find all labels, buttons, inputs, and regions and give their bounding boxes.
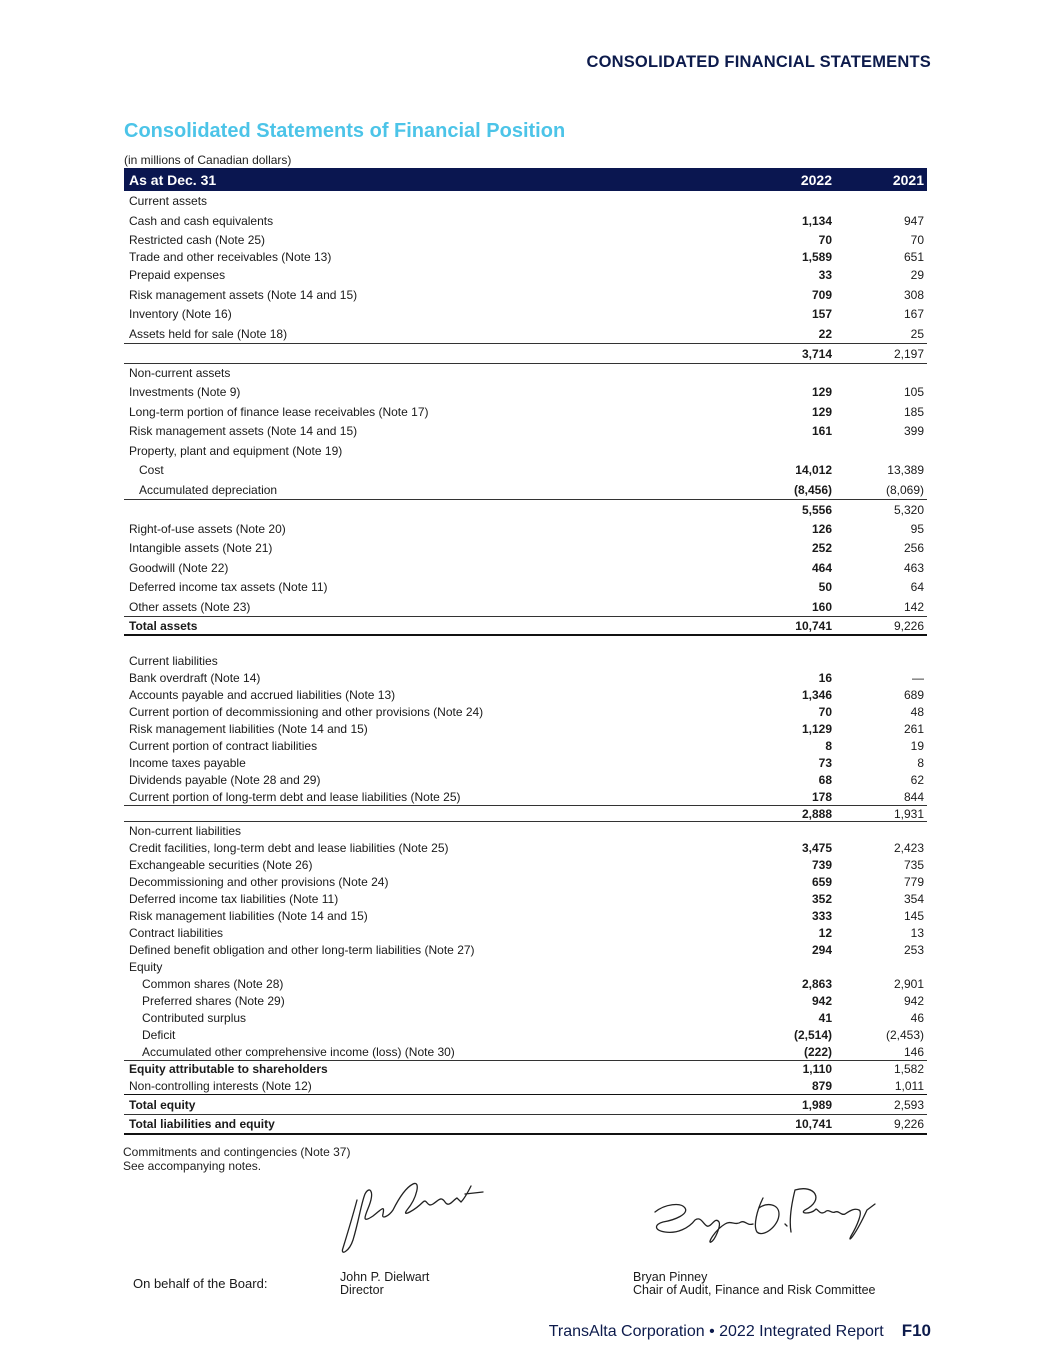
table-row bbox=[124, 265, 927, 285]
row-label: Non-controlling interests (Note 12) bbox=[129, 1078, 312, 1093]
value-2022: 50 bbox=[818, 580, 832, 594]
table-header bbox=[124, 168, 927, 191]
value-2022: 1,989 bbox=[801, 1097, 832, 1112]
row-label: Deferred income tax liabilities (Note 11) bbox=[129, 891, 339, 906]
table-body bbox=[124, 191, 927, 1135]
footnotes bbox=[123, 1145, 350, 1173]
row-label: Cost bbox=[139, 463, 164, 477]
section-header: CONSOLIDATED FINANCIAL STATEMENTS bbox=[586, 53, 931, 71]
row-label: Current liabilities bbox=[129, 653, 218, 668]
row-label: Equity attributable to shareholders bbox=[129, 1062, 328, 1076]
value-2022: 5,556 bbox=[801, 502, 832, 517]
footer-text: TransAlta Corporation • 2022 Integrated Report bbox=[548, 1323, 884, 1340]
accompanying-notes: See accompanying notes. bbox=[123, 1159, 262, 1173]
table-row bbox=[124, 856, 927, 873]
row-label: Equity bbox=[129, 959, 163, 974]
table-row bbox=[124, 771, 927, 788]
value-2022: 70 bbox=[818, 704, 832, 719]
value-2022: 1,346 bbox=[801, 687, 832, 702]
row-label: Exchangeable securities (Note 26) bbox=[129, 857, 313, 872]
value-2021: 947 bbox=[903, 213, 924, 228]
value-2021: 399 bbox=[903, 424, 924, 438]
table-row bbox=[124, 382, 927, 402]
table-row bbox=[124, 480, 927, 499]
row-label: Prepaid expenses bbox=[129, 268, 226, 282]
value-2022: 73 bbox=[818, 755, 832, 770]
value-2021: (2,453) bbox=[885, 1027, 924, 1042]
row-label: Goodwill (Note 22) bbox=[129, 560, 229, 575]
value-2022: 10,741 bbox=[795, 618, 832, 633]
row-label: Accounts payable and accrued liabilities (Note 13) bbox=[129, 687, 396, 702]
table-row bbox=[124, 285, 927, 304]
table-row bbox=[124, 941, 927, 958]
value-2021: 9,226 bbox=[893, 618, 924, 633]
value-2021: 13,389 bbox=[887, 463, 924, 477]
value-2022: 252 bbox=[811, 541, 832, 555]
table-row bbox=[124, 720, 927, 737]
row-label: Income taxes payable bbox=[129, 755, 246, 770]
table-row bbox=[124, 822, 927, 839]
table-row bbox=[124, 1043, 927, 1060]
value-2022: 178 bbox=[811, 789, 832, 804]
value-2022: 157 bbox=[811, 307, 832, 321]
table-row bbox=[124, 907, 927, 924]
value-2021: 844 bbox=[903, 789, 924, 804]
row-label: Common shares (Note 28) bbox=[142, 976, 284, 991]
value-2022: 12 bbox=[818, 925, 832, 940]
signer-dielwart bbox=[340, 1271, 429, 1297]
signer-name: John P. Dielwart bbox=[340, 1270, 430, 1284]
table-row bbox=[124, 577, 927, 597]
value-2022: 333 bbox=[811, 908, 832, 923]
table-row bbox=[124, 839, 927, 856]
table-row bbox=[124, 754, 927, 771]
table-row bbox=[124, 805, 927, 822]
row-label: Bank overdraft (Note 14) bbox=[129, 670, 261, 685]
row-label: Risk management assets (Note 14 and 15) bbox=[129, 424, 358, 438]
value-2021: 463 bbox=[903, 560, 924, 575]
value-2021: 142 bbox=[903, 599, 924, 614]
table-row bbox=[124, 975, 927, 992]
value-2021: 25 bbox=[910, 326, 924, 341]
table-row bbox=[124, 249, 927, 265]
table-row bbox=[124, 652, 927, 669]
value-2021: 2,423 bbox=[893, 840, 924, 855]
value-2021: 70 bbox=[910, 232, 924, 247]
value-2021: 19 bbox=[910, 738, 924, 753]
value-2022: 1,134 bbox=[801, 213, 832, 228]
row-label: Assets held for sale (Note 18) bbox=[129, 326, 288, 341]
row-label: Accumulated other comprehensive income (loss) (Note 30) bbox=[142, 1044, 455, 1059]
table-row bbox=[124, 1094, 927, 1115]
table-row bbox=[124, 992, 927, 1009]
page-number: F10 bbox=[901, 1321, 931, 1340]
value-2021: 735 bbox=[903, 857, 924, 872]
value-2021: 64 bbox=[910, 580, 924, 594]
value-2022: 739 bbox=[811, 857, 832, 872]
value-2022: 161 bbox=[811, 424, 832, 438]
row-label: Deferred income tax assets (Note 11) bbox=[129, 580, 328, 594]
row-label: Cash and cash equivalents bbox=[129, 213, 274, 228]
value-2022: 126 bbox=[811, 521, 832, 536]
value-2022: 16 bbox=[818, 670, 832, 685]
value-2021: (8,069) bbox=[885, 482, 924, 497]
page-footer bbox=[549, 1321, 931, 1341]
value-2021: 9,226 bbox=[893, 1117, 924, 1131]
value-2022: 3,475 bbox=[801, 840, 832, 855]
statement-title: Consolidated Statements of Financial Position bbox=[124, 120, 566, 142]
row-label: Current portion of long-term debt and lease liabilities (Note 25) bbox=[129, 789, 461, 804]
signer-pinney bbox=[633, 1271, 875, 1297]
table-row bbox=[124, 686, 927, 703]
value-2021: 46 bbox=[910, 1010, 924, 1025]
value-2021: 185 bbox=[903, 404, 924, 419]
row-label: Contributed surplus bbox=[142, 1010, 247, 1025]
table-row bbox=[124, 324, 927, 343]
row-label: Total equity bbox=[129, 1097, 196, 1112]
table-row bbox=[124, 538, 927, 558]
column-2022-header: 2022 bbox=[800, 171, 832, 188]
value-2021: — bbox=[912, 670, 924, 685]
column-label-header: As at Dec. 31 bbox=[129, 171, 217, 188]
value-2022: 659 bbox=[811, 874, 832, 889]
row-label: Contract liabilities bbox=[129, 925, 224, 940]
value-2021: 1,931 bbox=[893, 806, 924, 821]
row-label: Total liabilities and equity bbox=[129, 1117, 275, 1131]
value-2021: 145 bbox=[903, 908, 924, 923]
on-behalf-label: On behalf of the Board: bbox=[133, 1276, 268, 1291]
row-label: Total assets bbox=[129, 618, 198, 633]
row-label: Current portion of decommissioning and other provisions (Note 24) bbox=[129, 704, 484, 719]
value-2022: 2,863 bbox=[801, 976, 832, 991]
value-2021: 13 bbox=[910, 925, 924, 940]
value-2022: 129 bbox=[811, 404, 832, 419]
row-label: Restricted cash (Note 25) bbox=[129, 232, 266, 247]
row-label: Deficit bbox=[142, 1027, 176, 1042]
value-2022: 41 bbox=[818, 1010, 832, 1025]
table-row bbox=[124, 1060, 927, 1077]
table-row bbox=[124, 873, 927, 890]
table-row bbox=[124, 402, 927, 421]
value-2022: 1,110 bbox=[802, 1062, 832, 1076]
row-label: Intangible assets (Note 21) bbox=[129, 541, 273, 555]
value-2022: (2,514) bbox=[793, 1027, 832, 1042]
row-label: Current portion of contract liabilities bbox=[129, 738, 318, 753]
table-row bbox=[124, 519, 927, 538]
table-row bbox=[124, 636, 927, 652]
units-note: (in millions of Canadian dollars) bbox=[124, 153, 292, 167]
value-2021: 8 bbox=[917, 755, 924, 770]
value-2021: 167 bbox=[903, 307, 924, 321]
value-2022: 70 bbox=[818, 232, 832, 247]
value-2022: (222) bbox=[803, 1044, 832, 1059]
table-row bbox=[124, 788, 927, 805]
table-row bbox=[124, 343, 927, 363]
row-label: Other assets (Note 23) bbox=[129, 599, 251, 614]
value-2021: 256 bbox=[903, 541, 924, 555]
table-row bbox=[124, 890, 927, 907]
value-2021: 105 bbox=[903, 385, 924, 399]
value-2021: 29 bbox=[910, 268, 924, 282]
row-label: Long-term portion of finance lease receivables (Note 17) bbox=[129, 404, 429, 419]
row-label: Trade and other receivables (Note 13) bbox=[129, 250, 332, 264]
value-2022: 1,589 bbox=[801, 250, 832, 264]
value-2021: 942 bbox=[903, 993, 924, 1008]
value-2021: 689 bbox=[903, 687, 924, 702]
commitments-note: Commitments and contingencies (Note 37) bbox=[123, 1145, 351, 1159]
table-row bbox=[124, 230, 927, 249]
table-row bbox=[124, 460, 927, 480]
row-label: Accumulated depreciation bbox=[139, 482, 278, 497]
value-2022: 129 bbox=[811, 385, 832, 399]
row-label: Investments (Note 9) bbox=[129, 385, 241, 399]
table-row bbox=[124, 737, 927, 754]
value-2021: 354 bbox=[903, 891, 924, 906]
value-2022: 2,888 bbox=[801, 806, 832, 821]
value-2022: 352 bbox=[811, 891, 832, 906]
value-2021: 2,197 bbox=[893, 346, 924, 361]
table-row bbox=[124, 363, 927, 382]
value-2022: 294 bbox=[811, 942, 832, 957]
table-row bbox=[124, 1026, 927, 1043]
value-2021: 2,901 bbox=[893, 976, 924, 991]
value-2022: 942 bbox=[811, 993, 832, 1008]
row-label: Decommissioning and other provisions (Note 24) bbox=[129, 874, 389, 889]
signature-dielwart-icon bbox=[335, 1180, 485, 1255]
row-label: Risk management liabilities (Note 14 and 15) bbox=[129, 721, 368, 736]
value-2021: 779 bbox=[903, 874, 924, 889]
column-2021-header: 2021 bbox=[892, 171, 924, 188]
signer-title: Chair of Audit, Finance and Risk Committee bbox=[633, 1283, 876, 1297]
table-row bbox=[124, 924, 927, 941]
row-label: Property, plant and equipment (Note 19) bbox=[129, 443, 343, 458]
table-row bbox=[124, 669, 927, 686]
row-label: Non-current assets bbox=[129, 366, 231, 380]
value-2022: 10,741 bbox=[795, 1117, 832, 1131]
row-label: Inventory (Note 16) bbox=[129, 307, 232, 321]
table-row bbox=[124, 441, 927, 460]
value-2021: 651 bbox=[903, 250, 924, 264]
value-2021: 2,593 bbox=[893, 1097, 924, 1112]
table-row bbox=[124, 1009, 927, 1026]
value-2021: 261 bbox=[903, 721, 924, 736]
table-row bbox=[124, 958, 927, 975]
table-row bbox=[124, 191, 927, 211]
signer-title: Director bbox=[340, 1283, 384, 1297]
value-2022: 160 bbox=[811, 599, 832, 614]
value-2022: 68 bbox=[818, 772, 832, 787]
table-row bbox=[124, 597, 927, 616]
value-2021: 62 bbox=[910, 772, 924, 787]
value-2021: 5,320 bbox=[893, 502, 924, 517]
value-2022: (8,456) bbox=[793, 482, 832, 497]
table-row bbox=[124, 304, 927, 324]
value-2022: 8 bbox=[825, 738, 832, 753]
table-row bbox=[124, 421, 927, 441]
table-row bbox=[124, 1115, 927, 1135]
value-2021: 1,011 bbox=[894, 1078, 924, 1093]
table-row bbox=[124, 499, 927, 519]
row-label: Risk management liabilities (Note 14 and 15) bbox=[129, 908, 368, 923]
row-label: Preferred shares (Note 29) bbox=[142, 993, 285, 1008]
row-label: Defined benefit obligation and other long-term liabilities (Note 27) bbox=[129, 942, 475, 957]
table-row bbox=[124, 703, 927, 720]
value-2021: 308 bbox=[903, 287, 924, 302]
value-2022: 879 bbox=[811, 1078, 832, 1093]
signature-pinney-icon bbox=[645, 1180, 880, 1250]
row-label: Credit facilities, long-term debt and lease liabilities (Note 25) bbox=[129, 840, 449, 855]
value-2022: 464 bbox=[811, 560, 832, 575]
value-2022: 14,012 bbox=[795, 463, 832, 477]
value-2021: 1,582 bbox=[893, 1062, 924, 1076]
value-2022: 33 bbox=[818, 268, 832, 282]
row-label: Non-current liabilities bbox=[129, 823, 242, 838]
row-label: Current assets bbox=[129, 194, 208, 208]
value-2021: 253 bbox=[903, 942, 924, 957]
value-2021: 95 bbox=[910, 521, 924, 536]
table-row bbox=[124, 1077, 927, 1094]
row-label: Risk management assets (Note 14 and 15) bbox=[129, 287, 358, 302]
table-row bbox=[124, 211, 927, 230]
value-2021: 146 bbox=[903, 1044, 924, 1059]
row-label: Right-of-use assets (Note 20) bbox=[129, 521, 286, 536]
table-row bbox=[124, 558, 927, 577]
value-2022: 709 bbox=[811, 287, 832, 302]
row-label: Dividends payable (Note 28 and 29) bbox=[129, 772, 321, 787]
signer-name: Bryan Pinney bbox=[633, 1270, 708, 1284]
financial-position-table bbox=[124, 168, 927, 1135]
value-2022: 22 bbox=[818, 326, 832, 341]
value-2021: 48 bbox=[910, 704, 924, 719]
table-row bbox=[124, 616, 927, 636]
value-2022: 3,714 bbox=[801, 346, 832, 361]
value-2022: 1,129 bbox=[801, 721, 832, 736]
